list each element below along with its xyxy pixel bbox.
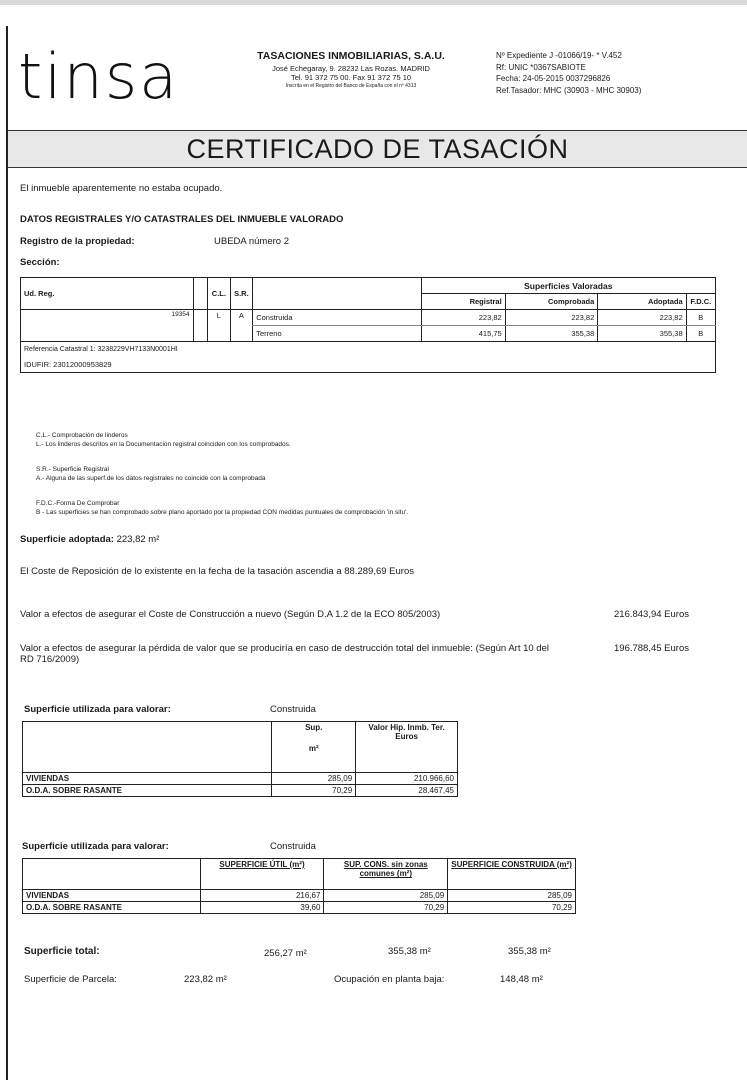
superficie-total-construida: 355,38 m² [508, 946, 551, 957]
ocupacion-label: Ocupación en planta baja: [334, 974, 445, 985]
empty-col [253, 278, 421, 310]
rf: Rf: UNIC *0367SABIOTE [496, 62, 586, 72]
table-row [21, 310, 716, 326]
row-label: Terreno [253, 326, 421, 342]
sup-table [22, 858, 576, 914]
util-value: 39,60 [200, 902, 324, 914]
sup-header-row [23, 859, 576, 890]
fdc-value: B [686, 326, 715, 342]
registral-value: 415,75 [421, 326, 505, 342]
registral-heading: DATOS REGISTRALES Y/O CATASTRALES DEL INMUEBLE VALORADO [20, 214, 344, 225]
company-block [226, 50, 476, 90]
legend-fdc [36, 500, 408, 518]
company-registry-note: Inscrita en el Registro del Banco de España con el nº 4313 [285, 83, 417, 90]
col-comprobada: Comprobada [505, 294, 598, 310]
row-name: VIVIENDAS [23, 890, 201, 902]
ocupacion-value: 148,48 m² [500, 974, 543, 985]
util-value: 216,67 [200, 890, 324, 902]
company-name: TASACIONES INMOBILIARIAS, S.A.U. [257, 50, 445, 62]
superficie-total-util: 256,27 m² [264, 948, 307, 959]
construida-value: 70,29 [448, 902, 576, 914]
row-name: VIVIENDAS [23, 773, 272, 785]
table-row [23, 785, 458, 797]
ref-tasador: Ref.Tasador: MHC (30903 - MHC 30903) [496, 85, 642, 95]
top-border [0, 0, 747, 5]
cons-value: 70,29 [324, 902, 448, 914]
company-address: José Echegaray, 9. 28232 Las Rozas. MADRID [272, 63, 430, 73]
superficie-adoptada-value: 223,82 m² [116, 534, 160, 545]
registro-value: UBEDA número 2 [214, 236, 289, 247]
col-sr: S.R. [230, 278, 253, 310]
ud-reg-value: 19354 [21, 310, 194, 342]
row-label: Construida [253, 310, 421, 326]
row-name: O.D.A. SOBRE RASANTE [23, 902, 201, 914]
col-sup-unit: m² [308, 744, 319, 754]
valor-value: 210.966,60 [356, 773, 458, 785]
expediente: Nº Expediente J -01066/19- * V.452 [496, 51, 622, 60]
sup-table-value: Construida [270, 841, 316, 852]
reference-block [496, 50, 641, 96]
sup-value: 70,29 [272, 785, 356, 797]
registral-table [20, 277, 716, 373]
legend-sr [36, 466, 265, 484]
valor-table [22, 721, 458, 797]
parcela-label: Superficie de Parcela: [24, 974, 117, 985]
valor-asegurar-1-amount: 216.843,94 Euros [614, 609, 690, 620]
superficie-total-cons: 355,38 m² [388, 946, 431, 957]
col-valor [356, 722, 458, 773]
document-title: CERTIFICADO DE TASACIÓN [8, 130, 747, 168]
sup-table-label: Superficie utilizada para valorar: [22, 841, 169, 852]
group-header: Superficies Valoradas [421, 278, 715, 294]
superficie-adoptada [20, 534, 159, 545]
table-row [21, 342, 716, 358]
ref-catastral: Referencia Catastral 1: 3238229VH7133N0001HI [24, 346, 178, 353]
comprobada-value: 223,82 [505, 310, 598, 326]
legend-cl [36, 432, 291, 450]
valor-asegurar-2-text: Valor a efectos de asegurar la pérdida de valor que se produciría en caso de destrucción total del inmueble: (Según Art 10 del RD 716/2009) [20, 643, 549, 666]
sup-value: 285,09 [272, 773, 356, 785]
occupied-note: El inmueble aparentemente no estaba ocupado. [20, 183, 223, 194]
valor-value: 28.467,45 [356, 785, 458, 797]
fdc-value: B [686, 310, 715, 326]
col-valor-label: Valor Hip. Inmb. Ter. [368, 723, 445, 732]
valor-header-row [23, 722, 458, 773]
superficie-total-label: Superficie total: [24, 946, 100, 957]
adoptada-value: 355,38 [598, 326, 686, 342]
comprobada-value: 355,38 [505, 326, 598, 342]
table-row [21, 357, 716, 373]
col-adoptada: Adoptada [598, 294, 686, 310]
registral-header-row [21, 278, 716, 294]
col-valor-unit: Euros [395, 732, 418, 742]
legend-sr-desc: A.- Alguna de las superf.de los datos registrales no coincide con la comprobada [36, 474, 266, 482]
legend-fdc-desc: B - Las superficies se han comprobado sobre plano aportado por la propiedad CON medidas puntuales de comprobación 'in situ'. [36, 508, 409, 516]
idufir: IDUFIR: 23012000953829 [24, 360, 112, 369]
col-cons: SUP. CONS. sin zonas comunes (m²) [324, 859, 448, 890]
col-sup [272, 722, 356, 773]
legend-sr-title: S.R.- Superficie Registral [36, 466, 109, 473]
seccion-label: Sección: [20, 257, 60, 268]
table-row [23, 902, 576, 914]
tinsa-logo: tinsa [18, 40, 180, 113]
company-phone: Tel. 91 372 75 00. Fax 91 372 75 10 [290, 73, 412, 83]
valor-table-label: Superficie utilizada para valorar: [24, 704, 171, 715]
parcela-value: 223,82 m² [184, 974, 227, 985]
sr-value: A [230, 310, 253, 342]
coste-reposicion: El Coste de Reposición de lo existente en la fecha de la tasación ascendia a 88.289,69 Euros [20, 566, 414, 577]
valor-asegurar-1-text: Valor a efectos de asegurar el Coste de Construcción a nuevo (Según D.A 1.2 de la ECO 805/2003) [20, 609, 441, 620]
cons-value: 285,09 [324, 890, 448, 902]
col-sup-label: Sup. [305, 723, 323, 732]
row-name: O.D.A. SOBRE RASANTE [23, 785, 272, 797]
col-util: SUPERFICIE ÚTIL (m²) [200, 859, 324, 890]
legend-cl-desc: L.- Los linderos descritos en la Documentación registral coinciden con los comprobados. [36, 440, 291, 448]
table-row [23, 890, 576, 902]
registral-value: 223,82 [421, 310, 505, 326]
empty-cell [23, 859, 201, 890]
construida-value: 285,09 [448, 890, 576, 902]
empty-cell [23, 722, 272, 773]
valor-asegurar-2-amount: 196.788,45 Euros [614, 643, 690, 654]
table-row [23, 773, 458, 785]
legend-fdc-title: F.D.C.-Forma De Comprobar [36, 500, 120, 507]
col-construida: SUPERFICIE CONSTRUIDA (m²) [448, 859, 576, 890]
legend-cl-title: C.L.- Comprobación de linderos [36, 432, 128, 439]
cl-value: L [208, 310, 230, 342]
col-registral: Registral [421, 294, 505, 310]
valor-table-value: Construida [270, 704, 316, 715]
superficie-adoptada-label: Superficie adoptada: [20, 534, 114, 545]
certificate-page [6, 26, 747, 1080]
adoptada-value: 223,82 [598, 310, 686, 326]
empty-cell [193, 310, 208, 342]
col-ud-reg: Ud. Reg. [21, 278, 194, 310]
empty-col [193, 278, 208, 310]
registro-label: Registro de la propiedad: [20, 236, 135, 247]
col-cl: C.L. [208, 278, 230, 310]
col-fdc: F.D.C. [686, 294, 715, 310]
fecha: Fecha: 24-05-2015 0037296826 [496, 74, 611, 84]
